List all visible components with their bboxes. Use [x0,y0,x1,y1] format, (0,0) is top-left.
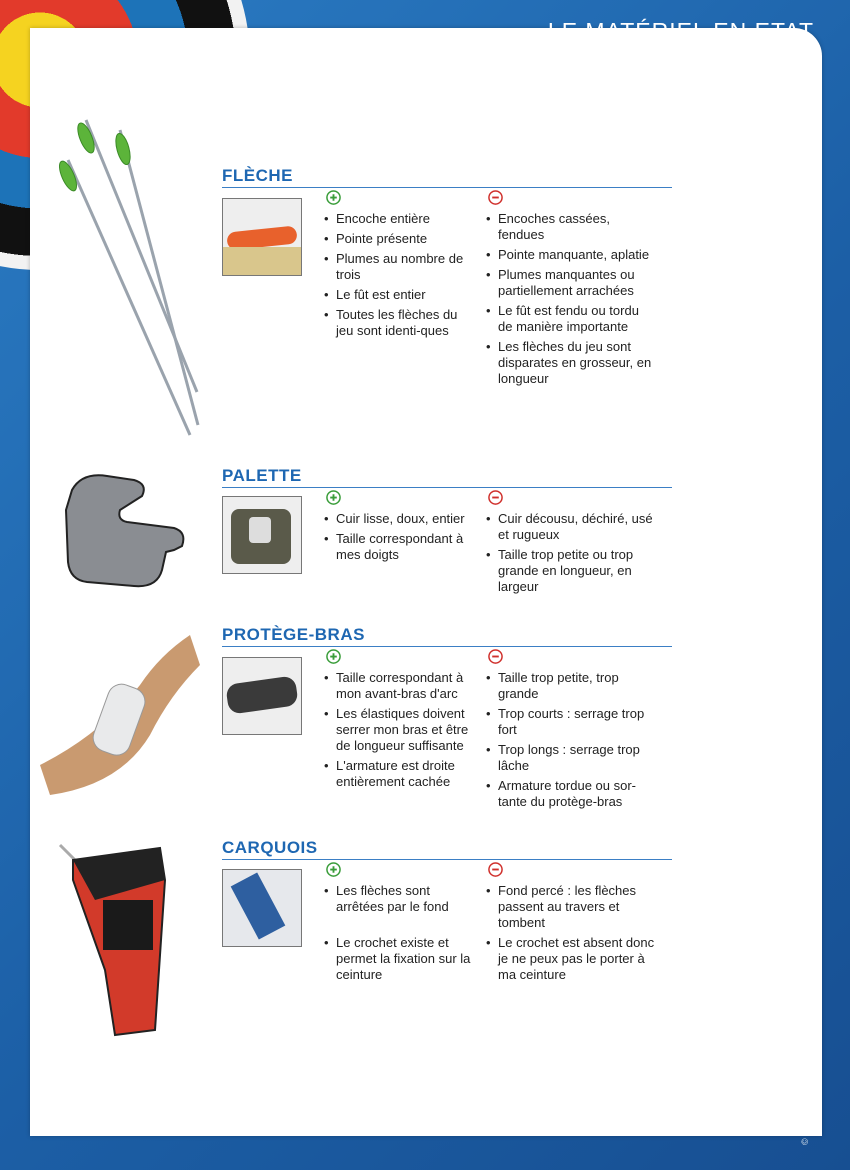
plus-icon [326,862,341,877]
list-item: • Fond percé : les flèches passent au travers et tombent [486,883,656,931]
arrows-illustration [50,100,210,445]
section-fleche [222,166,672,466]
quiver-photo [222,869,302,947]
plus-icon [326,649,341,664]
minus-column-protege-bras [486,649,656,814]
section-title-fleche: FLÈCHE [222,166,672,188]
list-item: • Le crochet existe et permet la fixation sur la ceinture [324,935,474,983]
list-item: • Le crochet est absent donc je ne peux pas le porter à ma ceinture [486,935,656,983]
plus-icon [326,490,341,505]
list-item: • Taille correspondant à mon avant-bras d'arc [324,670,474,702]
list-item: • Cuir lisse, doux, entier [324,511,474,527]
minus-icon [488,862,503,877]
list-item: • Cuir décousu, déchiré, usé et rugueux [486,511,656,543]
list-item: • Les flèches du jeu sont disparates en grosseur, en longueur [486,339,656,387]
header-title-line1: LE MATÉRIEL EN ETAT [547,18,814,44]
list-item: • Taille trop petite ou trop grande en longueur, en largeur [486,547,656,595]
section-title-protege-bras: PROTÈGE-BRAS [222,625,672,647]
finger-tab-illustration [62,470,192,595]
list-item: • Armature tordue ou sor-tante du protège-bras [486,778,656,810]
list-item: • Pointe présente [324,231,474,247]
list-item: • Le fût est entier [324,287,474,303]
header-title-line2: DE FONCTIONNEMENT [561,43,814,68]
list-item: • Plumes au nombre de trois [324,251,474,283]
list-item: • Taille correspondant à mes doigts [324,531,474,563]
list-item: • Trop courts : serrage trop fort [486,706,656,738]
section-title-palette: PALETTE [222,466,672,488]
section-protege-bras [222,625,672,835]
plus-column-carquois [324,862,474,987]
list-item: • Les flèches sont arrêtées par le fond [324,883,474,915]
arm-guard-photo [222,657,302,735]
quiver-illustration [55,840,175,1040]
page-header [548,18,814,69]
section-carquois [222,838,672,1018]
minus-icon [488,649,503,664]
section-palette [222,466,672,621]
minus-column-fleche [486,190,656,391]
worn-tab-photo [222,496,302,574]
minus-column-carquois [486,862,656,987]
list-item: • Trop longs : serrage trop lâche [486,742,656,774]
minus-column-palette [486,490,656,599]
plus-icon [326,190,341,205]
list-item: • Les élastiques doivent serrer mon bras et être de longueur suffisante [324,706,474,754]
arm-guard-illustration [40,635,200,795]
nock-photo [222,198,302,276]
list-item: • Encoche entière [324,211,474,227]
plus-column-protege-bras [324,649,474,794]
list-item: • Pointe manquante, aplatie [486,247,656,263]
plus-column-palette [324,490,474,567]
list-item: • Taille trop petite, trop grande [486,670,656,702]
plus-column-fleche [324,190,474,343]
list-item: • Encoches cassées, fendues [486,211,656,243]
list-item: • Plumes manquantes ou partiellement arrachées [486,267,656,299]
minus-icon [488,190,503,205]
credits: © Équipe Technique Régionale du Languedoc Roussillon - Jean SIMON, Lionel ALLASIO. Coordinatrice : Brigitte BLANC [800,663,810,1145]
section-title-carquois: CARQUOIS [222,838,672,860]
list-item: • L'armature est droite entièrement cachée [324,758,474,790]
minus-icon [488,490,503,505]
list-item: • Toutes les flèches du jeu sont identi-ques [324,307,474,339]
list-item: • Le fût est fendu ou tordu de manière importante [486,303,656,335]
